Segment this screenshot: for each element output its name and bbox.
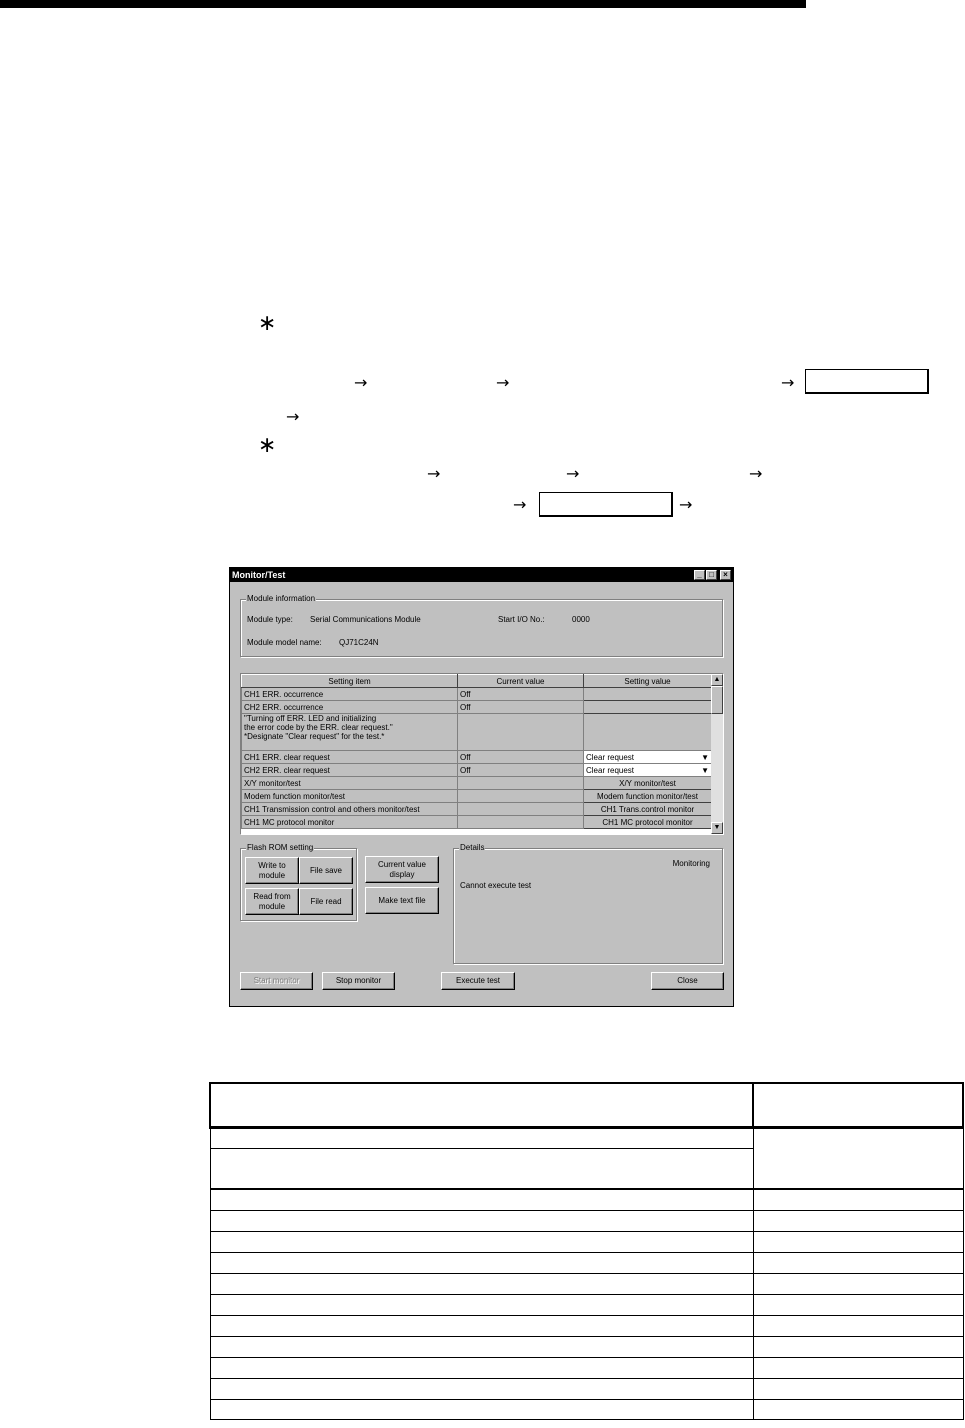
scroll-up-icon[interactable]: ▲: [711, 674, 723, 686]
table-row: [210, 1252, 963, 1273]
details-group: [453, 843, 723, 964]
note-asterisk-2: ∗: [258, 433, 277, 458]
setting-item: CH2 ERR. clear request: [242, 764, 458, 777]
trans-control-monitor-button[interactable]: CH1 Trans.control monitor: [584, 803, 712, 816]
table-row: [210, 1336, 963, 1357]
settings-table: [241, 674, 712, 829]
setting-item: "Turning off ERR. LED and initializing the error code by the ERR. clear request." *Designate "Clear request" for the test.*: [242, 714, 458, 751]
nav-arrow: →: [513, 495, 527, 514]
table-cell: [210, 1148, 753, 1189]
setting-item: CH1 ERR. occurrence: [242, 688, 458, 701]
clear-request-select[interactable]: [584, 751, 712, 764]
table-row: [210, 1357, 963, 1378]
table-cell: [753, 1231, 963, 1252]
table-cell: [210, 1357, 753, 1378]
module-type-label: Module type:: [247, 615, 293, 624]
start-monitor-button[interactable]: Start monitor: [240, 972, 313, 990]
table-row: [242, 790, 712, 803]
table-cell: [753, 1399, 963, 1419]
screen-button-frame: [805, 369, 929, 394]
grid-scrollbar[interactable]: [711, 674, 723, 834]
current-value: Off: [458, 688, 584, 701]
screen-button-frame: [539, 492, 673, 517]
select-value: Clear request: [586, 752, 635, 762]
setting-item: X/Y monitor/test: [242, 777, 458, 790]
table-row: [242, 777, 712, 790]
xy-monitor-test-button[interactable]: X/Y monitor/test: [584, 777, 712, 790]
minimize-icon[interactable]: _: [694, 570, 705, 580]
table-cell: [210, 1210, 753, 1231]
make-text-file-button[interactable]: Make text file: [365, 887, 439, 914]
group-label: Module information: [247, 594, 316, 603]
table-cell: [753, 1189, 963, 1210]
setting-value: [584, 701, 712, 714]
model-name-value: QJ71C24N: [339, 638, 379, 647]
current-value: Off: [458, 764, 584, 777]
setting-item: CH1 MC protocol monitor: [242, 816, 458, 829]
group-label: Flash ROM setting: [247, 843, 314, 852]
table-cell: [210, 1378, 753, 1399]
table-cell: [753, 1273, 963, 1294]
file-save-button[interactable]: File save: [299, 857, 353, 884]
table-cell: [753, 1357, 963, 1378]
table-row: [242, 816, 712, 829]
table-cell: [753, 1378, 963, 1399]
table-row: [242, 764, 712, 777]
table-cell: [210, 1083, 753, 1127]
table-row: [210, 1189, 963, 1210]
table-cell: [210, 1189, 753, 1210]
table-cell: [753, 1315, 963, 1336]
nav-arrow: →: [679, 495, 693, 514]
current-value-display-button[interactable]: Current value display: [365, 856, 439, 883]
setting-item: CH2 ERR. occurrence: [242, 701, 458, 714]
table-cell: [210, 1127, 753, 1148]
column-header: Setting value: [584, 675, 712, 688]
table-cell: [753, 1210, 963, 1231]
nav-arrow: →: [427, 464, 441, 483]
start-io-value: 0000: [572, 615, 590, 624]
execute-test-button[interactable]: Execute test: [441, 972, 515, 990]
setting-item: CH1 ERR. clear request: [242, 751, 458, 764]
table-cell: [210, 1273, 753, 1294]
dialog-titlebar: [230, 568, 733, 582]
maximize-icon[interactable]: □: [706, 570, 717, 580]
dropdown-arrow-icon: ▼: [701, 765, 709, 775]
table-row: [242, 751, 712, 764]
table-cell: [210, 1294, 753, 1315]
current-value: [458, 777, 584, 790]
table-cell: [210, 1252, 753, 1273]
table-header-row: [242, 675, 712, 688]
table-row: [210, 1315, 963, 1336]
dropdown-arrow-icon: ▼: [701, 752, 709, 762]
table-row: [210, 1127, 963, 1148]
table-cell: [210, 1336, 753, 1357]
table-cell: [753, 1336, 963, 1357]
header-rule: [0, 0, 806, 8]
group-label: Details: [460, 843, 485, 852]
nav-arrow: →: [749, 464, 763, 483]
write-to-module-button[interactable]: Write to module: [245, 857, 299, 884]
settings-grid: [240, 673, 724, 835]
mc-protocol-monitor-button[interactable]: CH1 MC protocol monitor: [584, 816, 712, 829]
table-cell: [753, 1127, 963, 1189]
setting-item: Modem function monitor/test: [242, 790, 458, 803]
modem-monitor-test-button[interactable]: Modem function monitor/test: [584, 790, 712, 803]
stop-monitor-button[interactable]: Stop monitor: [322, 972, 395, 990]
nav-arrow: →: [286, 407, 300, 426]
table-row: [242, 714, 712, 751]
table-row: [210, 1378, 963, 1399]
current-value: [458, 816, 584, 829]
details-message: Cannot execute test: [460, 881, 532, 890]
table-row: [210, 1210, 963, 1231]
scroll-thumb[interactable]: [711, 686, 723, 714]
table-cell: [210, 1231, 753, 1252]
nav-arrow: →: [566, 464, 580, 483]
nav-arrow: →: [496, 373, 510, 392]
table-row: [210, 1399, 963, 1419]
monitor-test-dialog: [229, 567, 734, 1007]
table-cell: [753, 1083, 963, 1127]
close-button[interactable]: Close: [651, 972, 724, 990]
flash-rom-group: [240, 843, 357, 921]
current-value: [458, 790, 584, 803]
monitoring-status: Monitoring: [672, 859, 710, 868]
table-row: [242, 688, 712, 701]
current-value: [458, 714, 584, 751]
nav-arrow: →: [354, 373, 368, 392]
table-cell: [210, 1399, 753, 1419]
read-from-module-button[interactable]: Read from module: [245, 888, 299, 915]
table-row: [210, 1231, 963, 1252]
close-icon[interactable]: ×: [720, 570, 731, 580]
table-row: [210, 1273, 963, 1294]
column-header: Current value: [458, 675, 584, 688]
module-information-group: [240, 594, 723, 657]
file-read-button[interactable]: File read: [299, 888, 353, 915]
setting-value: [584, 714, 712, 751]
module-type-value: Serial Communications Module: [310, 615, 421, 624]
clear-request-select[interactable]: [584, 764, 712, 777]
current-value: [458, 803, 584, 816]
current-value: Off: [458, 701, 584, 714]
select-value: Clear request: [586, 765, 635, 775]
reference-table: [209, 1082, 964, 1420]
table-cell: [210, 1315, 753, 1336]
table-row: [242, 701, 712, 714]
dialog-title: Monitor/Test: [232, 570, 286, 580]
table-row: [210, 1294, 963, 1315]
table-row: [242, 803, 712, 816]
current-value: Off: [458, 751, 584, 764]
table-cell: [753, 1252, 963, 1273]
nav-arrow: →: [781, 373, 795, 392]
scroll-down-icon[interactable]: ▼: [711, 822, 723, 834]
model-name-label: Module model name:: [247, 638, 322, 647]
start-io-label: Start I/O No.:: [498, 615, 545, 624]
note-asterisk-1: ∗: [258, 311, 277, 336]
table-cell: [753, 1294, 963, 1315]
setting-value: [584, 688, 712, 701]
table-header-row: [210, 1083, 963, 1127]
column-header: Setting item: [242, 675, 458, 688]
setting-item: CH1 Transmission control and others monitor/test: [242, 803, 458, 816]
